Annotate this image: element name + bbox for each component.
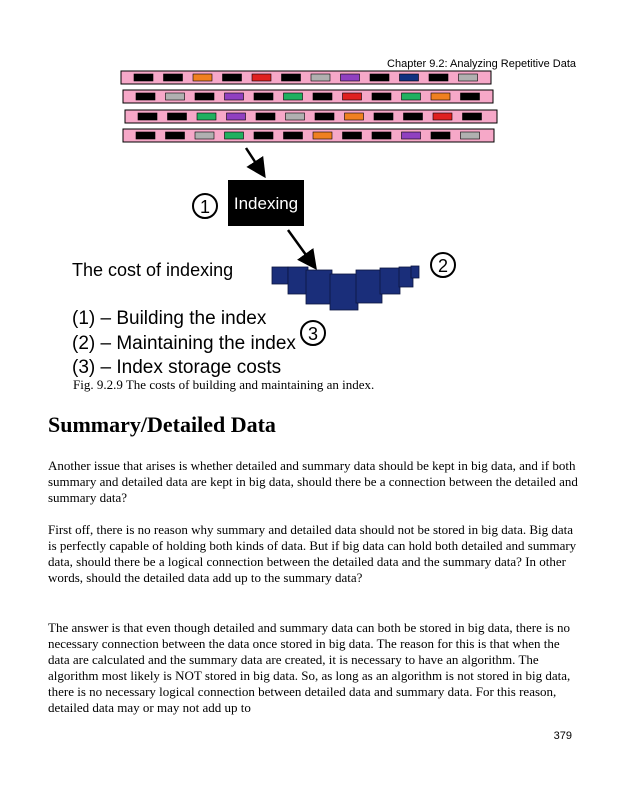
row-4-cell-2: [166, 132, 185, 139]
row-3-cell-5: [256, 113, 275, 120]
row-1-cell-3: [193, 74, 212, 81]
row-2-cell-1: [136, 93, 155, 100]
row-2-cell-4: [225, 93, 244, 100]
row-3-cell-4: [227, 113, 246, 120]
cost-item-2: (2) – Maintaining the index: [72, 333, 296, 354]
row-2-cell-2: [166, 93, 185, 100]
row-4-cell-11: [431, 132, 450, 139]
chapter-header: Chapter 9.2: Analyzing Repetitive Data: [387, 58, 576, 70]
row-1-cell-2: [164, 74, 183, 81]
arrow-rows-to-index: [246, 148, 263, 174]
indexing-label: Indexing: [233, 194, 299, 213]
row-2-cell-3: [195, 93, 214, 100]
row-2-cell-11: [431, 93, 450, 100]
data-row-4: [123, 129, 494, 142]
paragraph-1: Another issue that arises is whether detailed and summary data should be kept in big data, and if both summary and detailed data are kept in big data, should there be a connection between the detailed and summary data?: [48, 458, 578, 505]
row-1-cell-7: [311, 74, 330, 81]
row-1-cell-12: [459, 74, 478, 81]
row-4-cell-6: [284, 132, 303, 139]
row-4-cell-9: [372, 132, 391, 139]
row-4-cell-1: [136, 132, 155, 139]
row-1-cell-9: [370, 74, 389, 81]
row-2-cell-8: [343, 93, 362, 100]
row-2-cell-12: [461, 93, 480, 100]
row-2-cell-6: [284, 93, 303, 100]
row-1-cell-5: [252, 74, 271, 81]
figure-caption: Fig. 9.2.9 The costs of building and maintaining an index.: [73, 377, 375, 392]
row-4-cell-7: [313, 132, 332, 139]
page-number: 379: [553, 730, 572, 742]
row-3-cell-10: [404, 113, 423, 120]
row-4-cell-8: [343, 132, 362, 139]
row-2-cell-7: [313, 93, 332, 100]
row-4-cell-12: [461, 132, 480, 139]
marker-2-label: 2: [437, 256, 449, 276]
row-2-cell-10: [402, 93, 421, 100]
row-4-cell-10: [402, 132, 421, 139]
row-1-cell-4: [223, 74, 242, 81]
row-3-cell-1: [138, 113, 157, 120]
marker-1-label: 1: [199, 197, 211, 217]
row-3-cell-2: [168, 113, 187, 120]
row-3-cell-6: [286, 113, 305, 120]
row-1-cell-6: [282, 74, 301, 81]
row-3-cell-12: [463, 113, 482, 120]
row-3-cell-8: [345, 113, 364, 120]
row-1-cell-10: [400, 74, 419, 81]
paragraph-3: The answer is that even though detailed and summary data can both be stored in big data, there is no necessary connection between the data once stored in big data. The reason for this is that when the data are calculated and the summary data are created, it is necessary to have an algorithm. The algorithm most likely is NOT stored in big data. So, as long as an algorithm is not stored in big data, there is no necessary logical connection between detailed data and summary data. For this reason, detailed data may or may not add up to: [48, 620, 571, 715]
paragraph-2: First off, there is no reason why summary and detailed data should not be stored in big data. Big data is perfectly capable of holding both kinds of data. But if big data can hold both detailed and summary data, should there be a logical connection between the detailed data and the summary data? In other words, should the detailed data add up to the summary data?: [48, 522, 577, 585]
cost-title: The cost of indexing: [72, 260, 234, 280]
row-4-cell-3: [195, 132, 214, 139]
row-1-cell-8: [341, 74, 360, 81]
row-3-cell-11: [433, 113, 452, 120]
row-1-cell-11: [429, 74, 448, 81]
row-2-cell-5: [254, 93, 273, 100]
row-4-cell-5: [254, 132, 273, 139]
cost-item-3: (3) – Index storage costs: [72, 357, 282, 378]
arrow-index-to-structure: [288, 230, 314, 266]
index-structure: [272, 266, 419, 310]
data-row-2: [123, 90, 493, 103]
row-3-cell-9: [374, 113, 393, 120]
marker-3-label: 3: [307, 324, 319, 344]
data-row-3: [125, 110, 497, 123]
row-1-cell-1: [134, 74, 153, 81]
row-3-cell-3: [197, 113, 216, 120]
cost-item-1: (1) – Building the index: [72, 308, 267, 329]
row-3-cell-7: [315, 113, 334, 120]
row-2-cell-9: [372, 93, 391, 100]
data-row-1: [121, 71, 491, 84]
row-4-cell-4: [225, 132, 244, 139]
section-title: Summary/Detailed Data: [48, 412, 276, 437]
